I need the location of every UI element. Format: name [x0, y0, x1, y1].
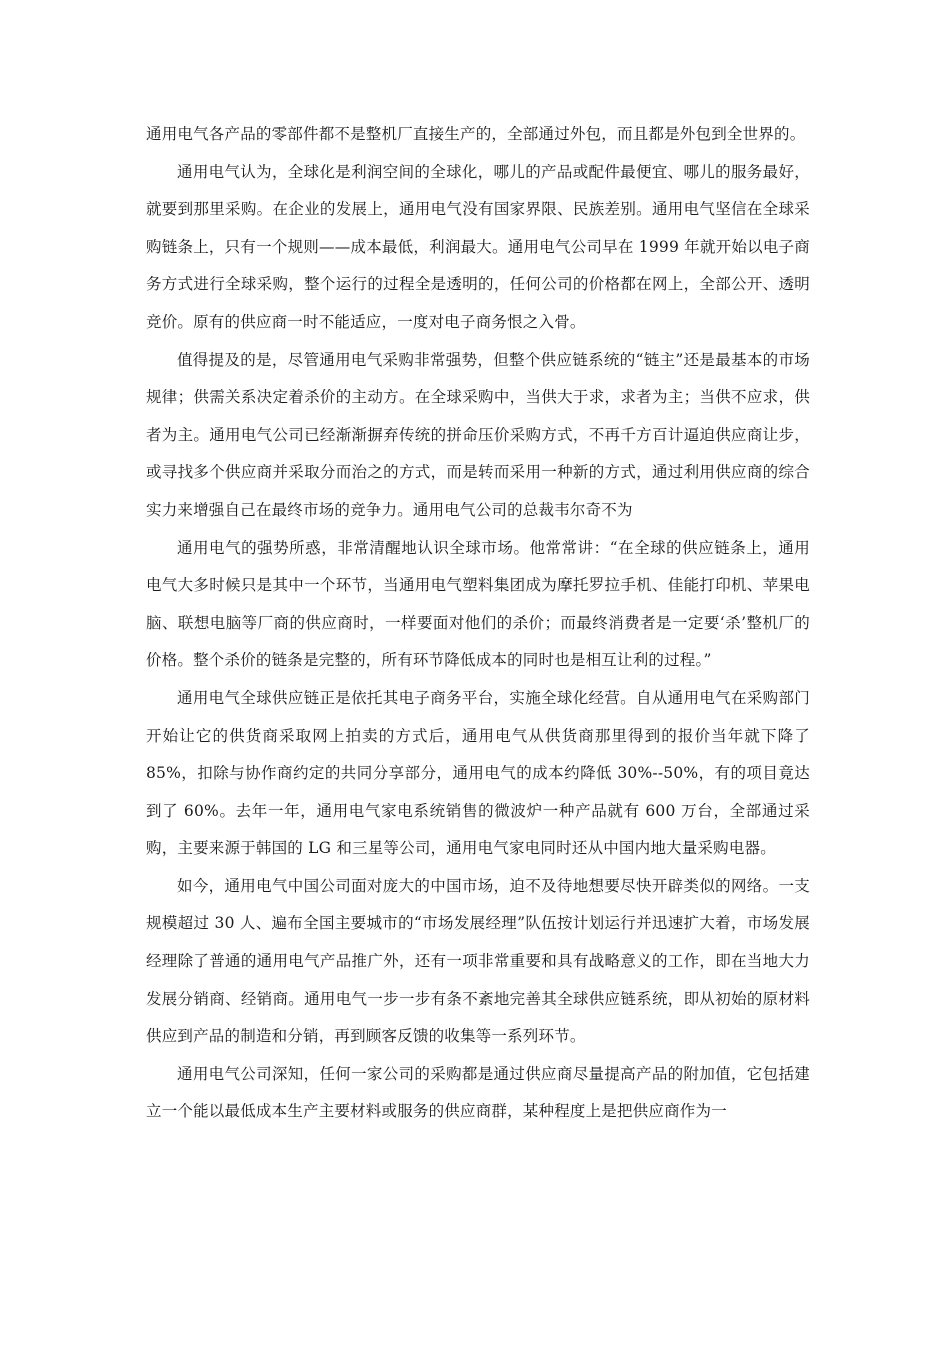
- paragraph-3: 值得提及的是，尽管通用电气采购非常强势，但整个供应链系统的“链主”还是最基本的市场规律；供需关系决定着杀价的主动方。在全球采购中，当供大于求，求者为主；当供不应求，供者为主。通用电气公司已经渐渐摒弃传统的拼命压价采购方式，不再千方百计逼迫供应商让步，或寻找多个供应商并采取分而治之的方式，而是转而采用一种新的方式，通过利用供应商的综合实力来增强自己在最终市场的竞争力。通用电气公司的总裁韦尔奇不为: [146, 350, 810, 519]
- document-body: [146, 116, 810, 1131]
- paragraph-1: 通用电气各产品的零部件都不是整机厂直接生产的，全部通过外包，而且都是外包到全世界的。: [146, 125, 806, 143]
- paragraph-6: 如今，通用电气中国公司面对庞大的中国市场，迫不及待地想要尽快开辟类似的网络。一支规模超过 30 人、遍布全国主要城市的“市场发展经理”队伍按计划运行并迅速扩大着，市场发展经理除了普通的通用电气产品推广外，还有一项非常重要和具有战略意义的工作，即在当地大力发展分销商、经销商。通用电气一步一步有条不紊地完善其全球供应链系统，即从初始的原材料供应到产品的制造和分销，再到顾客反馈的收集等一系列环节。: [146, 876, 810, 1046]
- paragraph-5: 通用电气全球供应链正是依托其电子商务平台，实施全球化经营。自从通用电气在采购部门开始让它的供货商采取网上拍卖的方式后，通用电气从供货商那里得到的报价当年就下降了 85%，扣除与协作商约定的共同分享部分，通用电气的成本约降低 30%--50%，有的项目竟达到了 60%。去年一年，通用电气家电系统销售的微波炉一种产品就有 600 万台，全部通过采购，主要来源于韩国的 LG 和三星等公司，通用电气家电同时还从中国内地大量采购电器。: [146, 688, 810, 858]
- paragraph-7: 通用电气公司深知，任何一家公司的采购都是通过供应商尽量提高产品的附加值，它包括建立一个能以最低成本生产主要材料或服务的供应商群，某种程度上是把供应商作为一: [146, 1064, 810, 1121]
- paragraph-4: 通用电气的强势所惑，非常清醒地认识全球市场。他常常讲：“在全球的供应链条上，通用电气大多时候只是其中一个环节，当通用电气塑料集团成为摩托罗拉手机、佳能打印机、苹果电脑、联想电脑等厂商的供应商时，一样要面对他们的杀价；而最终消费者是一定要‘杀’整机厂的价格。整个杀价的链条是完整的，所有环节降低成本的同时也是相互让利的过程。”: [146, 538, 810, 670]
- paragraph-2: 通用电气认为，全球化是利润空间的全球化，哪儿的产品或配件最便宜、哪儿的服务最好，就要到那里采购。在企业的发展上，通用电气没有国家界限、民族差别。通用电气坚信在全球采购链条上，只有一个规则——成本最低，利润最大。通用电气公司早在 1999 年就开始以电子商务方式进行全球采购，整个运行的过程全是透明的，任何公司的价格都在网上，全部公开、透明竞价。原有的供应商一时不能适应，一度对电子商务恨之入骨。: [146, 162, 810, 331]
